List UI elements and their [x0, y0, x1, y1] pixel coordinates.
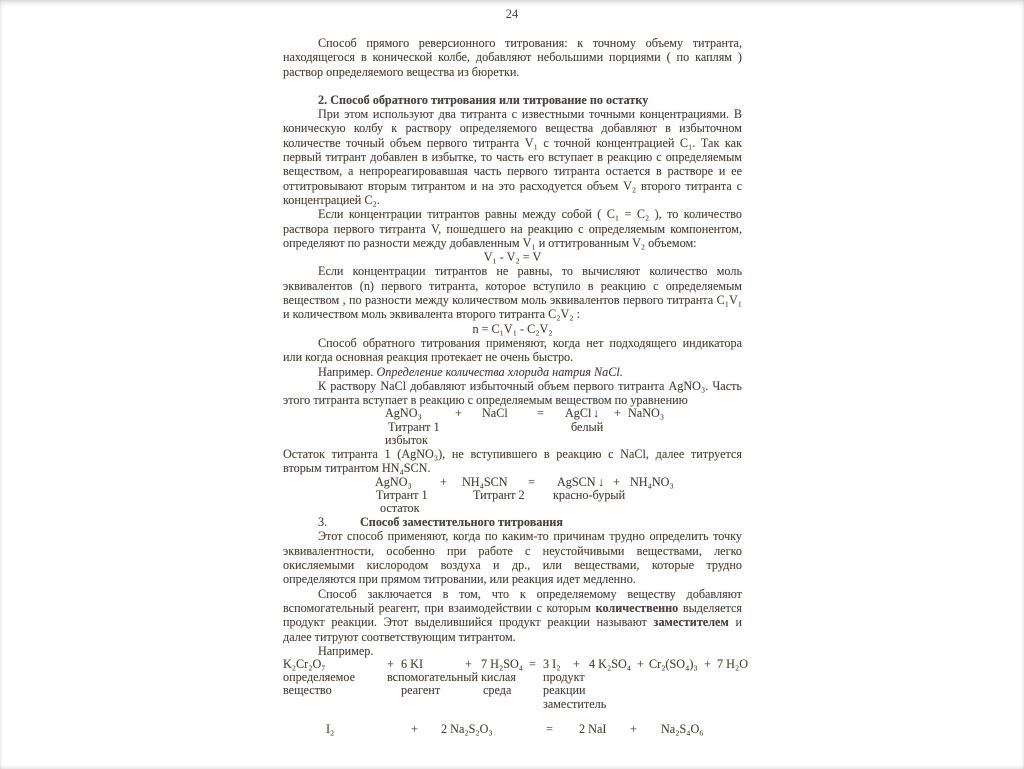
example-title: Определение количества хлорида натрия NaCl.: [376, 364, 623, 379]
chem-label: Титрант 2: [473, 487, 525, 502]
section3-paragraph-3: Например.: [318, 643, 374, 658]
plus-sign: +: [704, 657, 711, 672]
equation4-terms-row: [283, 723, 742, 736]
chem-term: 2 Na₂S₂O₃: [441, 721, 493, 736]
equals-sign: =: [546, 721, 553, 736]
section2-paragraph-3: Если концентрации титрантов не равны, то вычисляют количество моль эквивалентов (n) первого титранта, которое вступило в реакцию с определяемым веществом , по разности между количеством моль эквивалентов первого титранта C₁V₁ и количеством моль эквивалента второго титранта C₂V₂ :: [283, 264, 742, 322]
section2-paragraph-5: К раствору NaCl добавляют избыточный объем первого титранта AgNO₃. Часть этого титранта вступает в реакцию с определяемым веществом по уравнению: [283, 378, 742, 408]
section2-heading: 2. Способ обратного титрования или титрование по остатку: [318, 92, 649, 107]
chem-term: 6 KI: [401, 657, 424, 672]
chem-label: красно-бурый: [553, 487, 626, 502]
chem-label: белый: [571, 419, 604, 434]
chem-label: Титрант 1: [388, 419, 440, 434]
plus-sign: +: [630, 721, 637, 736]
chem-term: AgCl: [565, 406, 592, 421]
plus-sign: +: [573, 657, 580, 672]
equation1-labels-row: [283, 421, 742, 434]
plus-sign: +: [440, 474, 447, 489]
chem-term: AgSCN: [557, 474, 596, 489]
chem-label: Титрант 1: [376, 487, 428, 502]
chem-label: среда: [483, 683, 512, 698]
chem-label: остаток: [380, 500, 420, 515]
section3-paragraph-1: Этот способ применяют, когда по каким-то причинам трудно определить точку эквивалентности, особенно при работе с неустойчивыми веществами, легко окисляемыми кислородом воздуха и др., или веществами, которые трудно определяются при прямом титровании, или реакция идет медленно.: [283, 529, 742, 587]
equation2-terms-row: [283, 476, 742, 489]
bold-term: заместителем: [653, 615, 729, 630]
chem-label: продукт: [543, 670, 585, 685]
chem-term: NaNO₃: [628, 406, 665, 421]
equation1-labels-row: [283, 434, 742, 447]
chem-term: Na₂S₄O₆: [661, 721, 704, 736]
plus-sign: +: [465, 657, 472, 672]
chem-label: вещество: [283, 683, 332, 698]
formula-mole-equivalents: n = C₁V₁ - C₂V₂: [472, 321, 553, 336]
section2-example-line: [283, 365, 742, 379]
formula-volume-difference: V₁ - V₂ = V: [483, 250, 542, 265]
chem-term: I₂: [326, 721, 335, 736]
section2-paragraph-1: При этом используют два титранта с известными точными концентрациями. В коническую колбу к раствору определяемого вещества добавляют в избыточном количестве точный объем первого титранта V₁ с точной концентрацией C₁. Так как первый титрант добавлен в избытке, то часть его вступает в реакцию с определяемым веществом, а непрореагировавшая часть первого титранта остается в растворе и ее оттитровывают вторым титрантом и на это расходуется объем V₂ второго титранта с концентрацией C₂.: [283, 107, 742, 207]
bold-term: количественно: [595, 600, 679, 615]
text-segment: выделяется продукт реакции. Этот выделившийся продукт реакции называют: [283, 600, 743, 630]
section2-paragraph-2: Если концентрации титрантов равны между собой ( C₁ = C₂ ), то количество раствора первого титранта V, пошедшего на реакцию с определяемым компонентом, определяют по разности между добавленным V₁ и оттитрованным V₂ объемом:: [283, 207, 742, 250]
section2-paragraph-4: Способ обратного титрования применяют, когда нет подходящего индикатора или когда основная реакция протекает не очень быстро.: [283, 335, 742, 365]
equals-sign: =: [529, 657, 536, 672]
example-lead: Например.: [318, 364, 374, 379]
chem-term: AgNO₃: [375, 474, 412, 489]
plus-sign: +: [455, 406, 462, 421]
equation2-labels-row: [283, 489, 742, 502]
precipitate-arrow: ↓: [598, 474, 605, 489]
precipitate-arrow: ↓: [593, 406, 600, 421]
chem-label: определяемое: [283, 670, 356, 685]
chem-term: 3 I₂: [543, 657, 561, 672]
section3-title: Способ заместительного титрования: [360, 515, 564, 530]
section3-heading: [283, 515, 742, 529]
paragraph-intro: Способ прямого реверсионного титрования: к точному объему титранта, находящегося в конической колбе, добавляют небольшими порциями ( по каплям ) раствор определяемого вещества из бюретки.: [283, 36, 742, 79]
plus-sign: +: [637, 657, 644, 672]
chem-term: AgNO₃: [385, 406, 422, 421]
section3-paragraph-2: [283, 587, 742, 644]
chem-term: 7 H₂SO₄: [481, 657, 524, 672]
equation2-labels-row: [283, 502, 742, 515]
equation1-terms-row: [283, 407, 742, 420]
plus-sign: +: [614, 406, 621, 421]
plus-sign: +: [411, 721, 418, 736]
chem-label: вспомогательный: [387, 670, 478, 685]
section2-paragraph-6: Остаток титранта 1 (AgNO₃), не вступившего в реакцию с NaCl, далее титруется вторым титрантом НN₄SCN.: [283, 446, 742, 476]
chem-label: избыток: [385, 432, 428, 447]
chem-term: NaCl: [482, 406, 508, 421]
chem-label: реакции: [543, 683, 586, 698]
text-segment: и далее титруют соответствующим титрантом.: [283, 615, 742, 644]
chem-term: 2 NaI: [579, 721, 607, 736]
chem-term: Cr₂(SO₄)₃: [649, 657, 698, 672]
document-body: [283, 36, 748, 736]
chem-label: заместитель: [543, 696, 607, 711]
chem-term: NH₄NO₃: [630, 474, 674, 489]
chem-term: 4 K₂SO₄: [589, 657, 632, 672]
section3-number: 3.: [318, 515, 328, 530]
text-segment: Способ заключается в том, что к определяемому веществу добавляют вспомогательный реагент, при взаимодействии с которым: [283, 586, 742, 615]
equation3-labels-row: [283, 684, 742, 697]
chem-term: NH₄SCN: [462, 474, 508, 489]
plus-sign: +: [387, 657, 394, 672]
chem-term: 7 H₂O: [717, 657, 748, 672]
plus-sign: +: [613, 474, 620, 489]
equation3-labels-row: [283, 671, 742, 684]
chem-term: K₂Cr₂O₇: [283, 657, 326, 672]
equals-sign: =: [528, 474, 535, 489]
page-number: 24: [505, 7, 519, 21]
equation3-labels-row: [283, 698, 742, 711]
equals-sign: =: [537, 406, 544, 421]
chem-label: реагент: [401, 683, 441, 698]
chem-label: кислая: [481, 670, 516, 685]
